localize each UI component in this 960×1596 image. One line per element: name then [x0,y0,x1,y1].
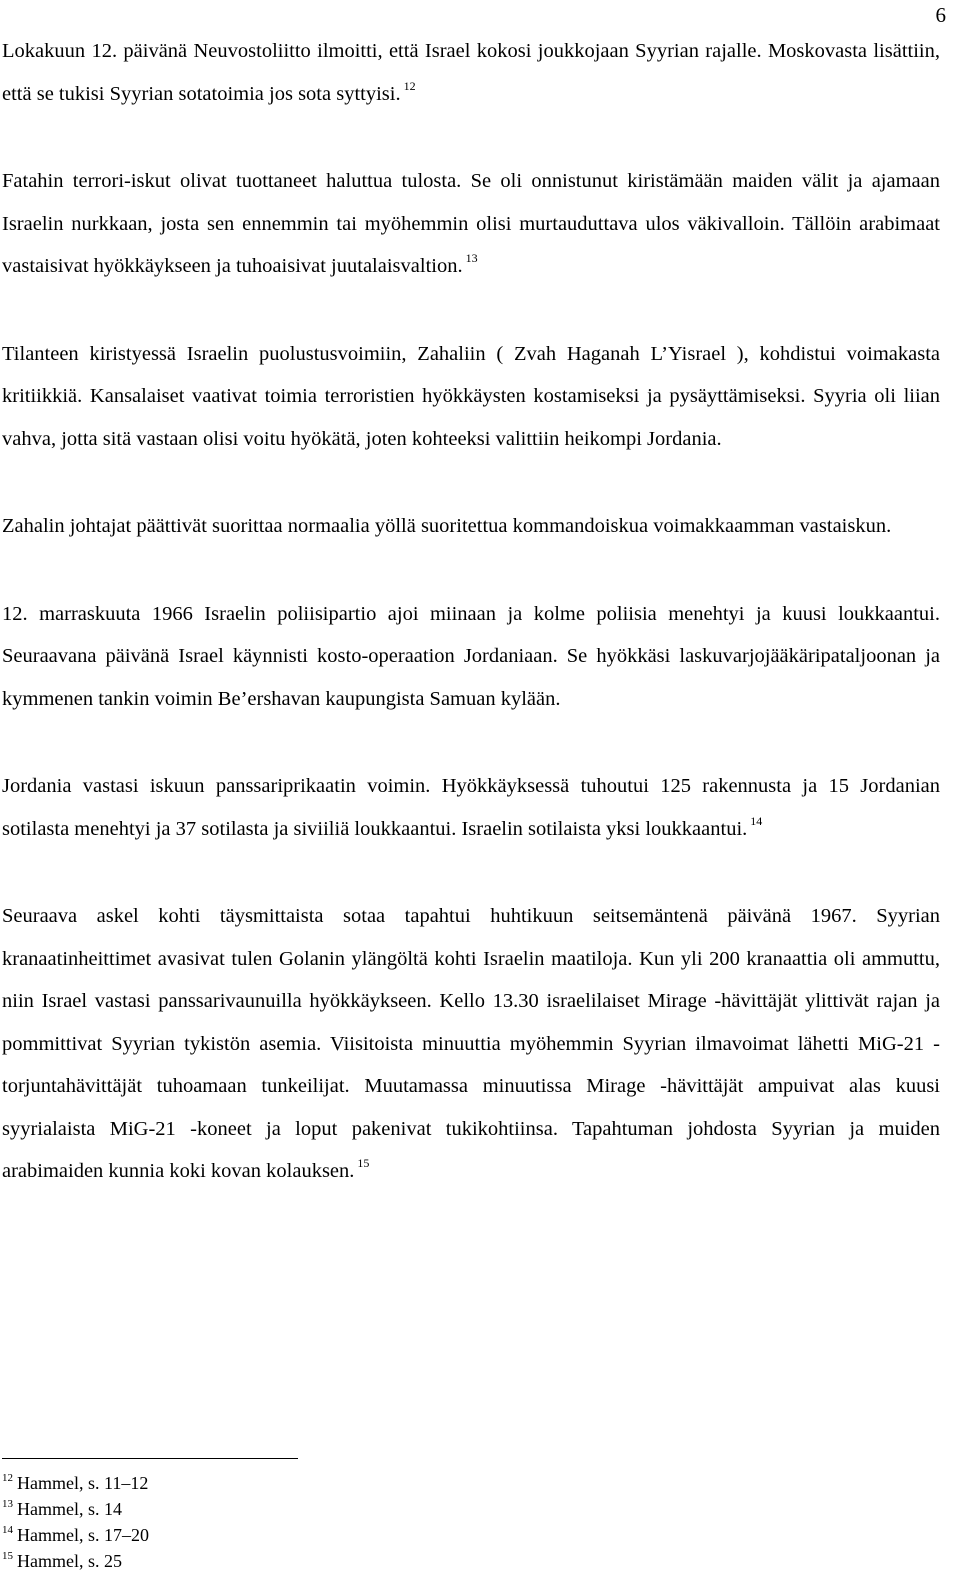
paragraph [2,333,940,461]
paragraph-text: Lokakuun 12. päivänä Neuvostoliitto ilmoitti, että Israel kokosi joukkojaan Syyrian rajalle. Moskovasta lisättiin, että se tukisi Syyrian sotatoimia jos sota syttyisi. [2,40,940,105]
page-number: 6 [935,3,946,27]
footnote-text: Hammel, s. 17–20 [17,1525,149,1545]
body-text [2,30,940,1193]
paragraph [2,593,940,721]
footnote-text: Hammel, s. 14 [17,1499,122,1519]
footnote-reference: 14 [750,813,763,828]
footnotes [2,1470,602,1574]
footnote-reference: 13 [465,251,478,265]
footnote-reference: 15 [357,1156,370,1170]
footnote-number: 12 [2,1472,13,1484]
footnote [2,1496,602,1522]
footnote [2,1522,602,1548]
paragraph-text: Seuraava askel kohti täysmittaista sotaa tapahtui huhtikuun seitsemäntenä päivänä 1967. Syyrian kranaatinheittimet avasivat tulen Golanin ylängöltä kohti Israelin maatiloja. Kun yli 200 kranaattia oli ammuttu, niin Israel vastasi panssarivaunuilla hyökkäykseen. Kello 13.30 israelilaiset Mirage -hävittäjät ylittivät rajan ja pommittivat Syyrian tykistön asemia. Viisitoista minuuttia myöhemmin Syyrian ilmavoimat lähetti MiG-21 -torjuntahävittäjät tuhoamaan tunkeilijat. Muutamassa minuutissa Mirage -hävittäjät ampuivat alas kuusi syyrialaista MiG-21 -koneet ja loput pakenivat tukikohtiinsa. Tapahtuman johdosta Syyrian ja muiden arabimaiden kunnia koki kovan kolauksen. [2,905,940,1182]
paragraph-text: Zahalin johtajat päättivät suorittaa normaalia yöllä suoritettua kommandoiskua voimakkaamman vastaiskun. [2,515,892,537]
footnote [2,1470,602,1496]
footnote-text: Hammel, s. 25 [17,1551,122,1571]
paragraph-text: Tilanteen kiristyessä Israelin puolustusvoimiin, Zahaliin ( Zvah Haganah L’Yisrael ), kohdistui voimakasta kritiikkiä. Kansalaiset vaativat toimia terroristien hyökkäysten kostamiseksi ja pysäyttämiseksi. Syyria oli liian vahva, jotta sitä vastaan olisi voitu hyökätä, joten kohteeksi valittiin heikompi Jordania. [2,342,940,450]
footnote-text: Hammel, s. 11–12 [17,1473,149,1493]
paragraph-text: 12. marraskuuta 1966 Israelin poliisipartio ajoi miinaan ja kolme poliisia menehtyi ja kuusi loukkaantui. Seuraavana päivänä Israel käynnisti kosto-operaation Jordaniaan. Se hyökkäsi laskuvarjojääkäripataljoonan ja kymmenen tankin voimin Be’ershavan kaupungista Samuan kylään. [2,602,940,710]
paragraph [2,30,940,115]
footnote [2,1548,602,1574]
footnote-number: 14 [2,1524,13,1536]
paragraph [2,160,940,288]
footnote-separator [2,1458,298,1459]
footnote-number: 13 [2,1498,13,1510]
paragraph-text: Jordania vastasi iskuun panssariprikaatin voimin. Hyökkäyksessä tuhoutui 125 rakennusta ja 15 Jordanian sotilasta menehtyi ja 37 sotilasta ja siviiliä loukkaantui. Israelin sotilaista yksi loukkaantui. [2,775,940,840]
paragraph [2,895,940,1193]
paragraph [2,765,940,850]
paragraph [2,505,940,548]
footnote-number: 15 [2,1550,13,1562]
paragraph-text: Fatahin terrori-iskut olivat tuottaneet haluttua tulosta. Se oli onnistunut kiristämään maiden välit ja ajamaan Israelin nurkkaan, josta sen ennemmin tai myöhemmin olisi murtauduttava ulos väkivalloin. Tällöin arabimaat vastaisivat hyökkäykseen ja tuhoaisivat juutalaisvaltion. [2,170,940,277]
footnote-reference: 12 [403,78,416,93]
